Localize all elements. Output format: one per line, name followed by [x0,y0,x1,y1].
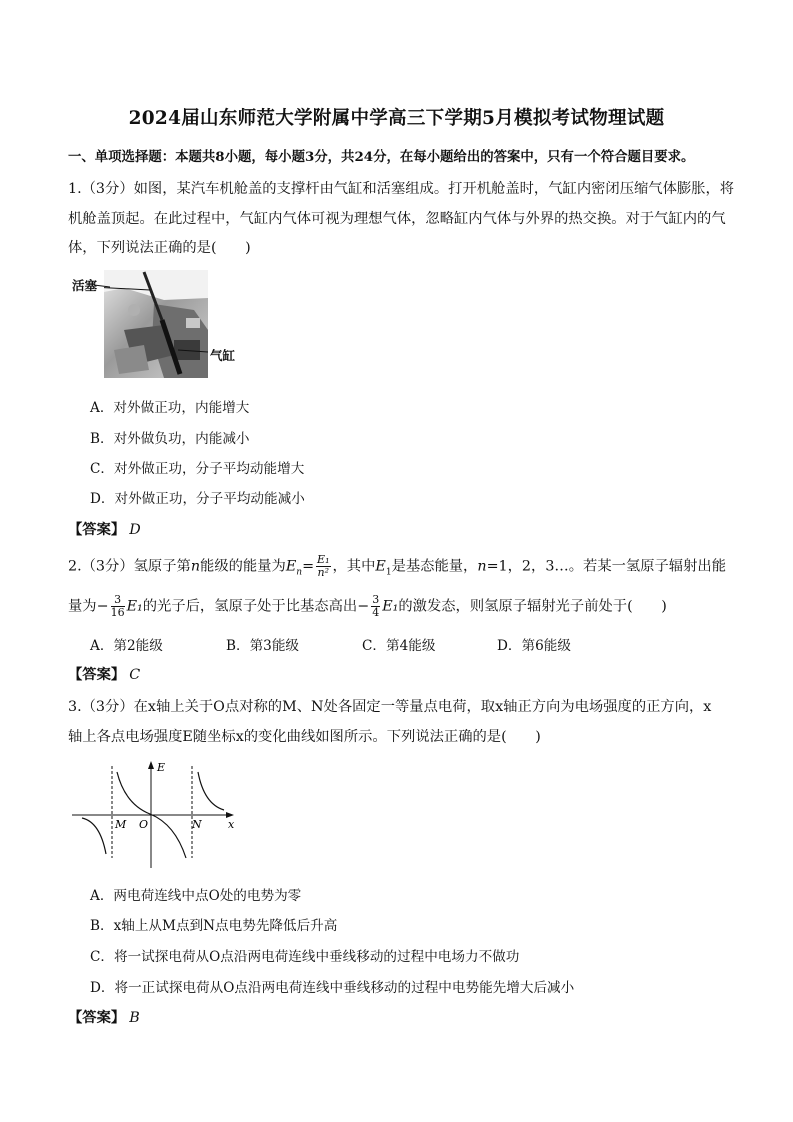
q1-answer [68,519,141,539]
q2-answer [68,664,140,684]
q2-option-d: D．第6能级 [497,638,571,654]
label-x: x [228,818,235,831]
q2-part: 是基态能量， [391,558,478,575]
q2-part: =1，2，3…。若某一氢原子辐射出能 [486,558,726,575]
q3-option-d: D．将一正试探电荷从O点沿两电荷连线中垂线移动的过程中电势能先增大后减小 [90,980,575,996]
q2-var-E1: E [375,558,386,575]
frac-num: E₁ [317,553,330,566]
q1-option-c: C．对外做正功，分子平均动能增大 [90,461,305,477]
label-E: E [157,761,166,774]
q2-option-a: A．第2能级 [90,638,163,654]
frac-num: 3 [372,593,380,606]
q2-part: ，其中 [332,558,376,575]
q3-option-c: C．将一试探电荷从O点沿两电荷连线中垂线移动的过程中电场力不做功 [90,949,520,965]
answer-label: 【答案】 [68,667,126,683]
q1-option-b: B．对外做负功，内能减小 [90,431,250,447]
curve-right-of-n [198,772,224,810]
field-strength-graph [70,758,240,870]
curve-left-of-m [82,818,106,854]
label-O: O [139,818,149,831]
answer-label: 【答案】 [68,522,126,538]
q2-text-line1 [68,554,726,579]
q2-part: 能级的能量为 [200,558,286,575]
q3-answer-value: B [129,1010,140,1026]
label-N: N [192,818,202,831]
q2-part: 量为− [68,598,109,615]
frac-den: 16 [110,606,125,619]
label-cylinder: 气缸 [210,348,236,363]
q2-part: 的激发态，则氢原子辐射光子前处于( ) [398,598,667,615]
section-heading: 一、单项选择题：本题共8小题，每小题3分，共24分，在每小题给出的答案中，只有一个符合题目要求。 [68,149,695,165]
q2-option-c: C．第4能级 [362,638,436,654]
q2-part: 2.（3分）氢原子第 [68,558,191,575]
label-M: M [115,818,127,831]
piston-leader-line [94,282,110,290]
q2-part: 的光子后，氢原子处于比基态高出− [142,598,370,615]
q2-option-b: B．第3能级 [226,638,300,654]
q1-text-line3: 体，下列说法正确的是( ) [68,240,251,256]
q2-eq: = [302,558,315,575]
q2-fraction-3-16 [111,594,125,619]
q3-text-line2: 轴上各点电场强度E随坐标x的变化曲线如图所示。下列说法正确的是( ) [68,729,541,745]
q2-sub-n: n [296,567,303,578]
answer-label: 【答案】 [68,1010,126,1026]
q3-option-b: B．x轴上从M点到N点电势先降低后升高 [90,918,338,934]
q3-answer [68,1007,140,1027]
label-piston: 活塞 [72,278,98,293]
page-title: 2024届山东师范大学附属中学高三下学期5月模拟考试物理试题 [128,108,665,129]
q2-var-n: n [190,558,201,575]
q2-answer-value: C [129,667,141,683]
y-axis-arrow [148,761,154,769]
q2-var-En: E [285,558,297,575]
frac-num: 3 [111,594,125,607]
q2-var-E1: E₁ [126,598,143,615]
q2-var-n2: n [477,558,487,575]
q2-sub-1: 1 [385,567,392,578]
q2-fraction-energy [316,554,330,579]
q1-text-line1: 1.（3分）如图，某汽车机舱盖的支撑杆由气缸和活塞组成。打开机舱盖时，气缸内密闭压缩气体膨胀，将 [68,181,735,197]
q1-answer-value: D [129,522,141,538]
car-hood-strut-photo [104,270,208,378]
q3-option-a: A．两电荷连线中点O处的电势为零 [90,888,302,904]
q3-text-line1: 3.（3分）在x轴上关于O点对称的M、N处各固定一等量点电荷，取x轴正方向为电场强度的正方向，x [68,699,712,715]
q1-option-d: D．对外做正功，分子平均动能减小 [90,491,305,507]
q2-text-line2 [68,594,667,619]
q2-fraction-3-4 [371,594,380,619]
q2-var-E1: E₁ [382,598,399,615]
q1-text-line2: 机舱盖顶起。在此过程中，气缸内气体可视为理想气体，忽略缸内气体与外界的热交换。对于气缸内的气 [68,211,726,227]
frac-den: 4 [372,606,380,619]
q1-option-a: A．对外做正功，内能增大 [90,400,250,416]
frac-den: n² [317,566,330,579]
